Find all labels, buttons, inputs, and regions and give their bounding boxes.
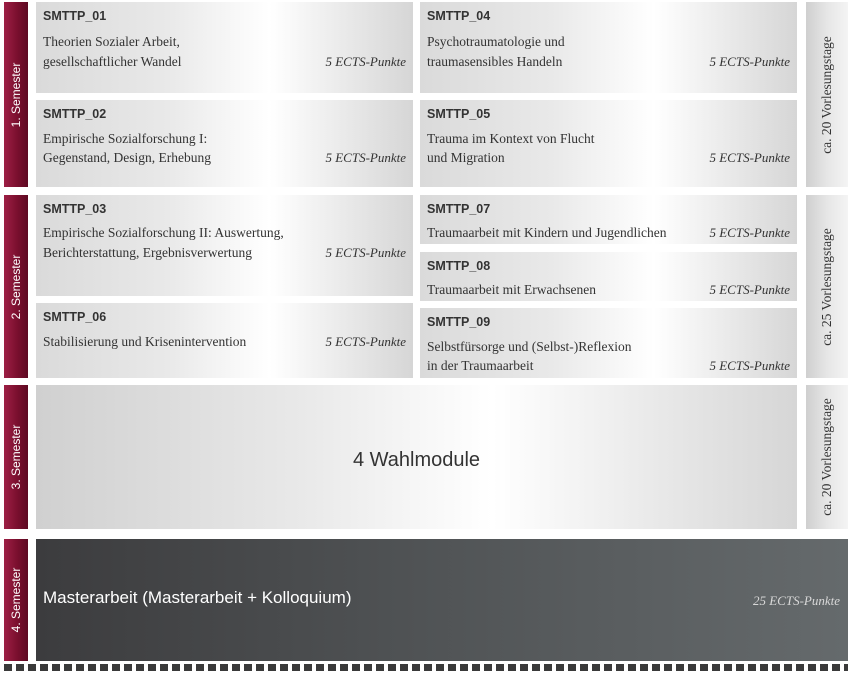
module-code: SMTTP_09 [427, 315, 491, 329]
module-ects: 5 ECTS-Punkte [709, 150, 790, 165]
module-title-line1: Stabilisierung und Krisenintervention [43, 334, 247, 349]
module-ects: 5 ECTS-Punkte [325, 245, 406, 260]
module-code: SMTTP_08 [427, 259, 491, 273]
module-code: SMTTP_02 [43, 107, 107, 121]
module-title-line2: Gegenstand, Design, Erhebung [43, 150, 211, 165]
lecture-days-semester-2 [806, 195, 848, 378]
module-title-line1: Empirische Sozialforschung I: [43, 131, 208, 146]
lecture-days-semester-3 [806, 385, 848, 529]
module-code: SMTTP_03 [43, 202, 107, 216]
module-title-line1: Traumaarbeit mit Kindern und Jugendlichen [427, 225, 667, 240]
module-title-line2: in der Traumaarbeit [427, 358, 534, 373]
module-title-line1: Psychotraumatologie und [427, 34, 565, 49]
module-ects: 5 ECTS-Punkte [709, 282, 790, 297]
module-ects: 5 ECTS-Punkte [325, 334, 406, 349]
thesis-box [36, 539, 848, 661]
module-title-line1: Selbstfürsorge und (Selbst-)Reflexion [427, 339, 632, 354]
lecture-days-label: ca. 20 Vorlesungstage [819, 398, 834, 516]
module-title-line1: Traumaarbeit mit Erwachsenen [427, 282, 596, 297]
semester-label: 2. Semester [9, 254, 23, 319]
module-smttp-01 [36, 2, 413, 93]
module-title-line1: Empirische Sozialforschung II: Auswertung, [43, 225, 284, 240]
semester-bar-1 [4, 2, 28, 187]
module-ects: 5 ECTS-Punkte [709, 358, 790, 373]
module-title-line2: und Migration [427, 150, 505, 165]
module-title-line1: Trauma im Kontext von Flucht [427, 131, 595, 146]
module-code: SMTTP_07 [427, 202, 491, 216]
module-code: SMTTP_06 [43, 310, 107, 324]
semester-label: 4. Semester [9, 567, 23, 633]
module-smttp-05 [420, 100, 797, 187]
thesis-ects: 25 ECTS-Punkte [752, 593, 840, 608]
module-ects: 5 ECTS-Punkte [709, 225, 790, 240]
electives-box [36, 385, 797, 529]
module-title-line1: Theorien Sozialer Arbeit, [43, 34, 180, 49]
lecture-days-semester-1 [806, 2, 848, 187]
lecture-days-label: ca. 25 Vorlesungstage [819, 227, 834, 346]
thesis-title: Masterarbeit (Masterarbeit + Kolloquium) [43, 588, 352, 607]
module-code: SMTTP_01 [43, 9, 107, 23]
semester-bar-2 [4, 195, 28, 378]
semester-label: 1. Semester [9, 62, 23, 127]
module-smttp-07 [420, 195, 797, 244]
semester-label: 3. Semester [9, 424, 23, 490]
semester-bar-4 [4, 539, 28, 661]
module-title-line2: gesellschaftlicher Wandel [43, 54, 182, 69]
module-ects: 5 ECTS-Punkte [709, 54, 790, 69]
dashed-divider [4, 664, 848, 671]
module-smttp-09 [420, 308, 797, 378]
module-smttp-06 [36, 303, 413, 378]
module-smttp-02 [36, 100, 413, 187]
module-title-line2: traumasensibles Handeln [427, 54, 563, 69]
module-smttp-03 [36, 195, 413, 296]
module-ects: 5 ECTS-Punkte [325, 150, 406, 165]
module-code: SMTTP_05 [427, 107, 491, 121]
module-title-line2: Berichterstattung, Ergebnisverwertung [43, 245, 252, 260]
lecture-days-label: ca. 20 Vorlesungstage [819, 35, 834, 154]
module-code: SMTTP_04 [427, 9, 491, 23]
electives-label: 4 Wahlmodule [352, 449, 481, 471]
module-ects: 5 ECTS-Punkte [325, 54, 406, 69]
semester-bar-3 [4, 385, 28, 529]
module-smttp-08 [420, 252, 797, 301]
module-smttp-04 [420, 2, 797, 93]
